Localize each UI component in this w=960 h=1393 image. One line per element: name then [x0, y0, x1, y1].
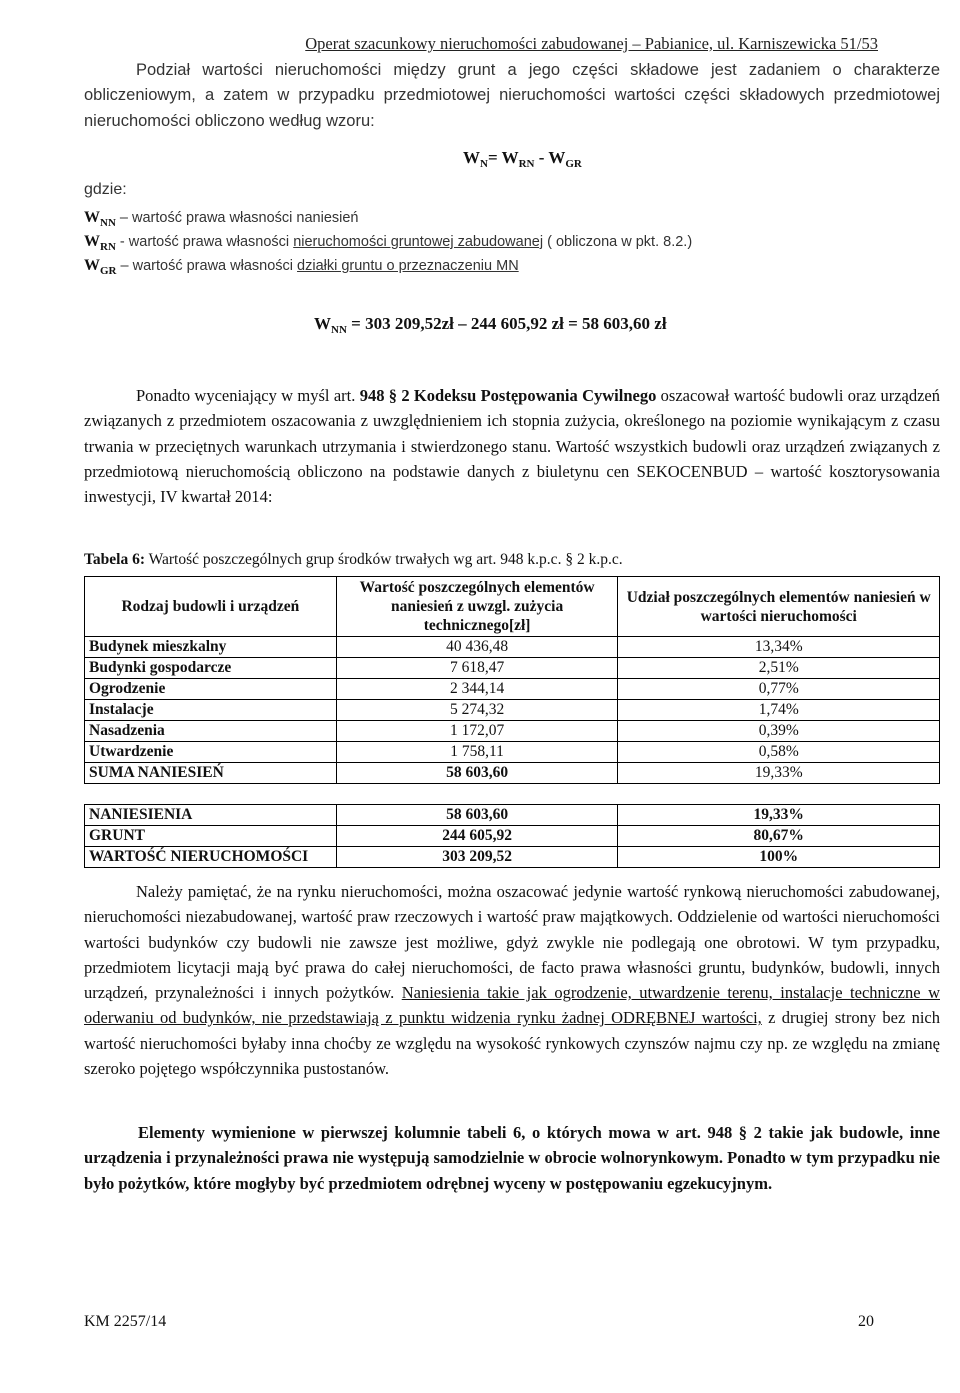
definition-wrn: $W_{RN}$ - wartość prawa własności nieruchomości gruntowej zabudowanej ( obliczona w pkt. 8.2.)	[84, 233, 693, 253]
valuation-paragraph: Ponadto wyceniający w myśl art. 948 § 2 Kodeksu Postępowania Cywilnego oszacował wartość budowli oraz urządzeń związanych z przedmiotem oszacowania z uwzględnieniem ich stopnia zużycia, określonego na poziomie wynikającym z czasu trwania w przeciętnych warunkach utrzymania i stwierdzonego stanu. Wartość wszystkich budowli oraz urządzeń związanych z przedmiotową nieruchomością obliczono na podstawie danych z biuletynu cen SEKOCENBUD – wartość kosztorysowania inwestycji, IV kwartał 2014:	[84, 386, 941, 507]
footer-ref: KM 2257/14	[84, 1313, 167, 1330]
definition-wnn: $W_{NN}$ – wartość prawa własności naniesień	[84, 209, 359, 229]
page-number: 20	[858, 1313, 874, 1330]
table-caption: Tabela 6: Wartość poszczególnych grup środków trwałych wg art. 948 k.p.c. § 2 k.p.c.	[84, 551, 623, 568]
definition-wgr: $W_{GR}$ – wartość prawa własności działki gruntu o przeznaczeniu MN	[84, 257, 519, 277]
table-row: Utwardzenie 1 758,11 0,58%	[85, 742, 940, 763]
market-paragraph: Należy pamiętać, że na rynku nieruchomości, można oszacować jedynie wartość rynkową nieruchomości zabudowanej, nieruchomości niezabudowanej, wartość praw rzeczowych i wartość praw majątkowych. Oddzielenie od wartości nieruchomości wartości budynków czy budowli nie zawsze jest możliwe, gdyż zwykle nie podlegają one obrotowi. W tym przypadku, przedmiotem licytacji mają być prawa do całej nieruchomości, de facto prawa własności gruntu, budynków, budowli, innych urządzeń, przynależności i innych pożytków. Naniesienia takie jak ogrodzenie, utwardzenie terenu, instalacje techniczne w oderwaniu od budynków, nie przedstawiają z punktu widzenia rynku żadnej ODRĘBNEJ wartości, z drugiej strony bez nich wartość nieruchomości byłaby inna choćby ze względu na wysokość rynkowych czynszów najmu czy np. ze względu na zmianę szeroko pojętego współczynnika pustostanów.	[84, 882, 940, 1079]
table-summary-row: NANIESIENIA 58 603,60 19,33%	[85, 805, 940, 826]
header-type: Rodzaj budowli i urządzeń	[85, 577, 337, 637]
table-summary-row: GRUNT 244 605,92 80,67%	[85, 826, 940, 847]
header-title: Operat szacunkowy nieruchomości zabudowanej – Pabianice, ul. Karniszewicka 51/53	[305, 34, 878, 53]
table-row: Ogrodzenie 2 344,14 0,77%	[85, 679, 940, 700]
table-summary-row: WARTOŚĆ NIERUCHOMOŚCI 303 209,52 100%	[85, 847, 940, 868]
table-spacer-row	[85, 784, 940, 805]
assets-table	[84, 576, 940, 868]
intro-paragraph: Podział wartości nieruchomości między grunt a jego części składowe jest zadaniem o charakterze obliczeniowym, a zatem w przypadku przedmiotowej nieruchomości wartości części składowych przedmiotowej nieruchomości obliczono według wzoru:	[84, 61, 940, 130]
table-row: Budynek mieszkalny 40 436,48 13,34%	[85, 637, 940, 658]
header-value: Wartość poszczególnych elementów naniesień z uwzgl. zużycia technicznego[zł]	[336, 577, 618, 637]
formula-wnn: $W_{NN} = 303$ 209,52zł – 244 605,92 zł = 58 603,60 zł	[314, 314, 667, 336]
table-row-sum: SUMA NANIESIEŃ 58 603,60 19,33%	[85, 763, 940, 784]
table-row: Nasadzenia 1 172,07 0,39%	[85, 721, 940, 742]
page-header	[60, 34, 878, 54]
table-row: Budynki gospodarcze 7 618,47 2,51%	[85, 658, 940, 679]
where-label: gdzie:	[84, 181, 127, 198]
header-share: Udział poszczególnych elementów naniesień w wartości nieruchomości	[618, 577, 940, 637]
table-row: Instalacje 5 274,32 1,74%	[85, 700, 940, 721]
conclusion-paragraph: Elementy wymienione w pierwszej kolumnie tabeli 6, o których mowa w art. 948 § 2 takie jak budowle, inne urządzenia i przynależności prawa nie występują samodzielnie w obrocie wolnorynkowym. Ponadto w tym przypadku nie było pożytków, które mogłyby być przedmiotem odrębnej wyceny w postępowaniu egzekucyjnym.	[84, 1123, 940, 1193]
formula-wn: $W_N= W_{RN} - W_{GR}$	[463, 148, 582, 170]
table-header-row	[85, 577, 940, 637]
